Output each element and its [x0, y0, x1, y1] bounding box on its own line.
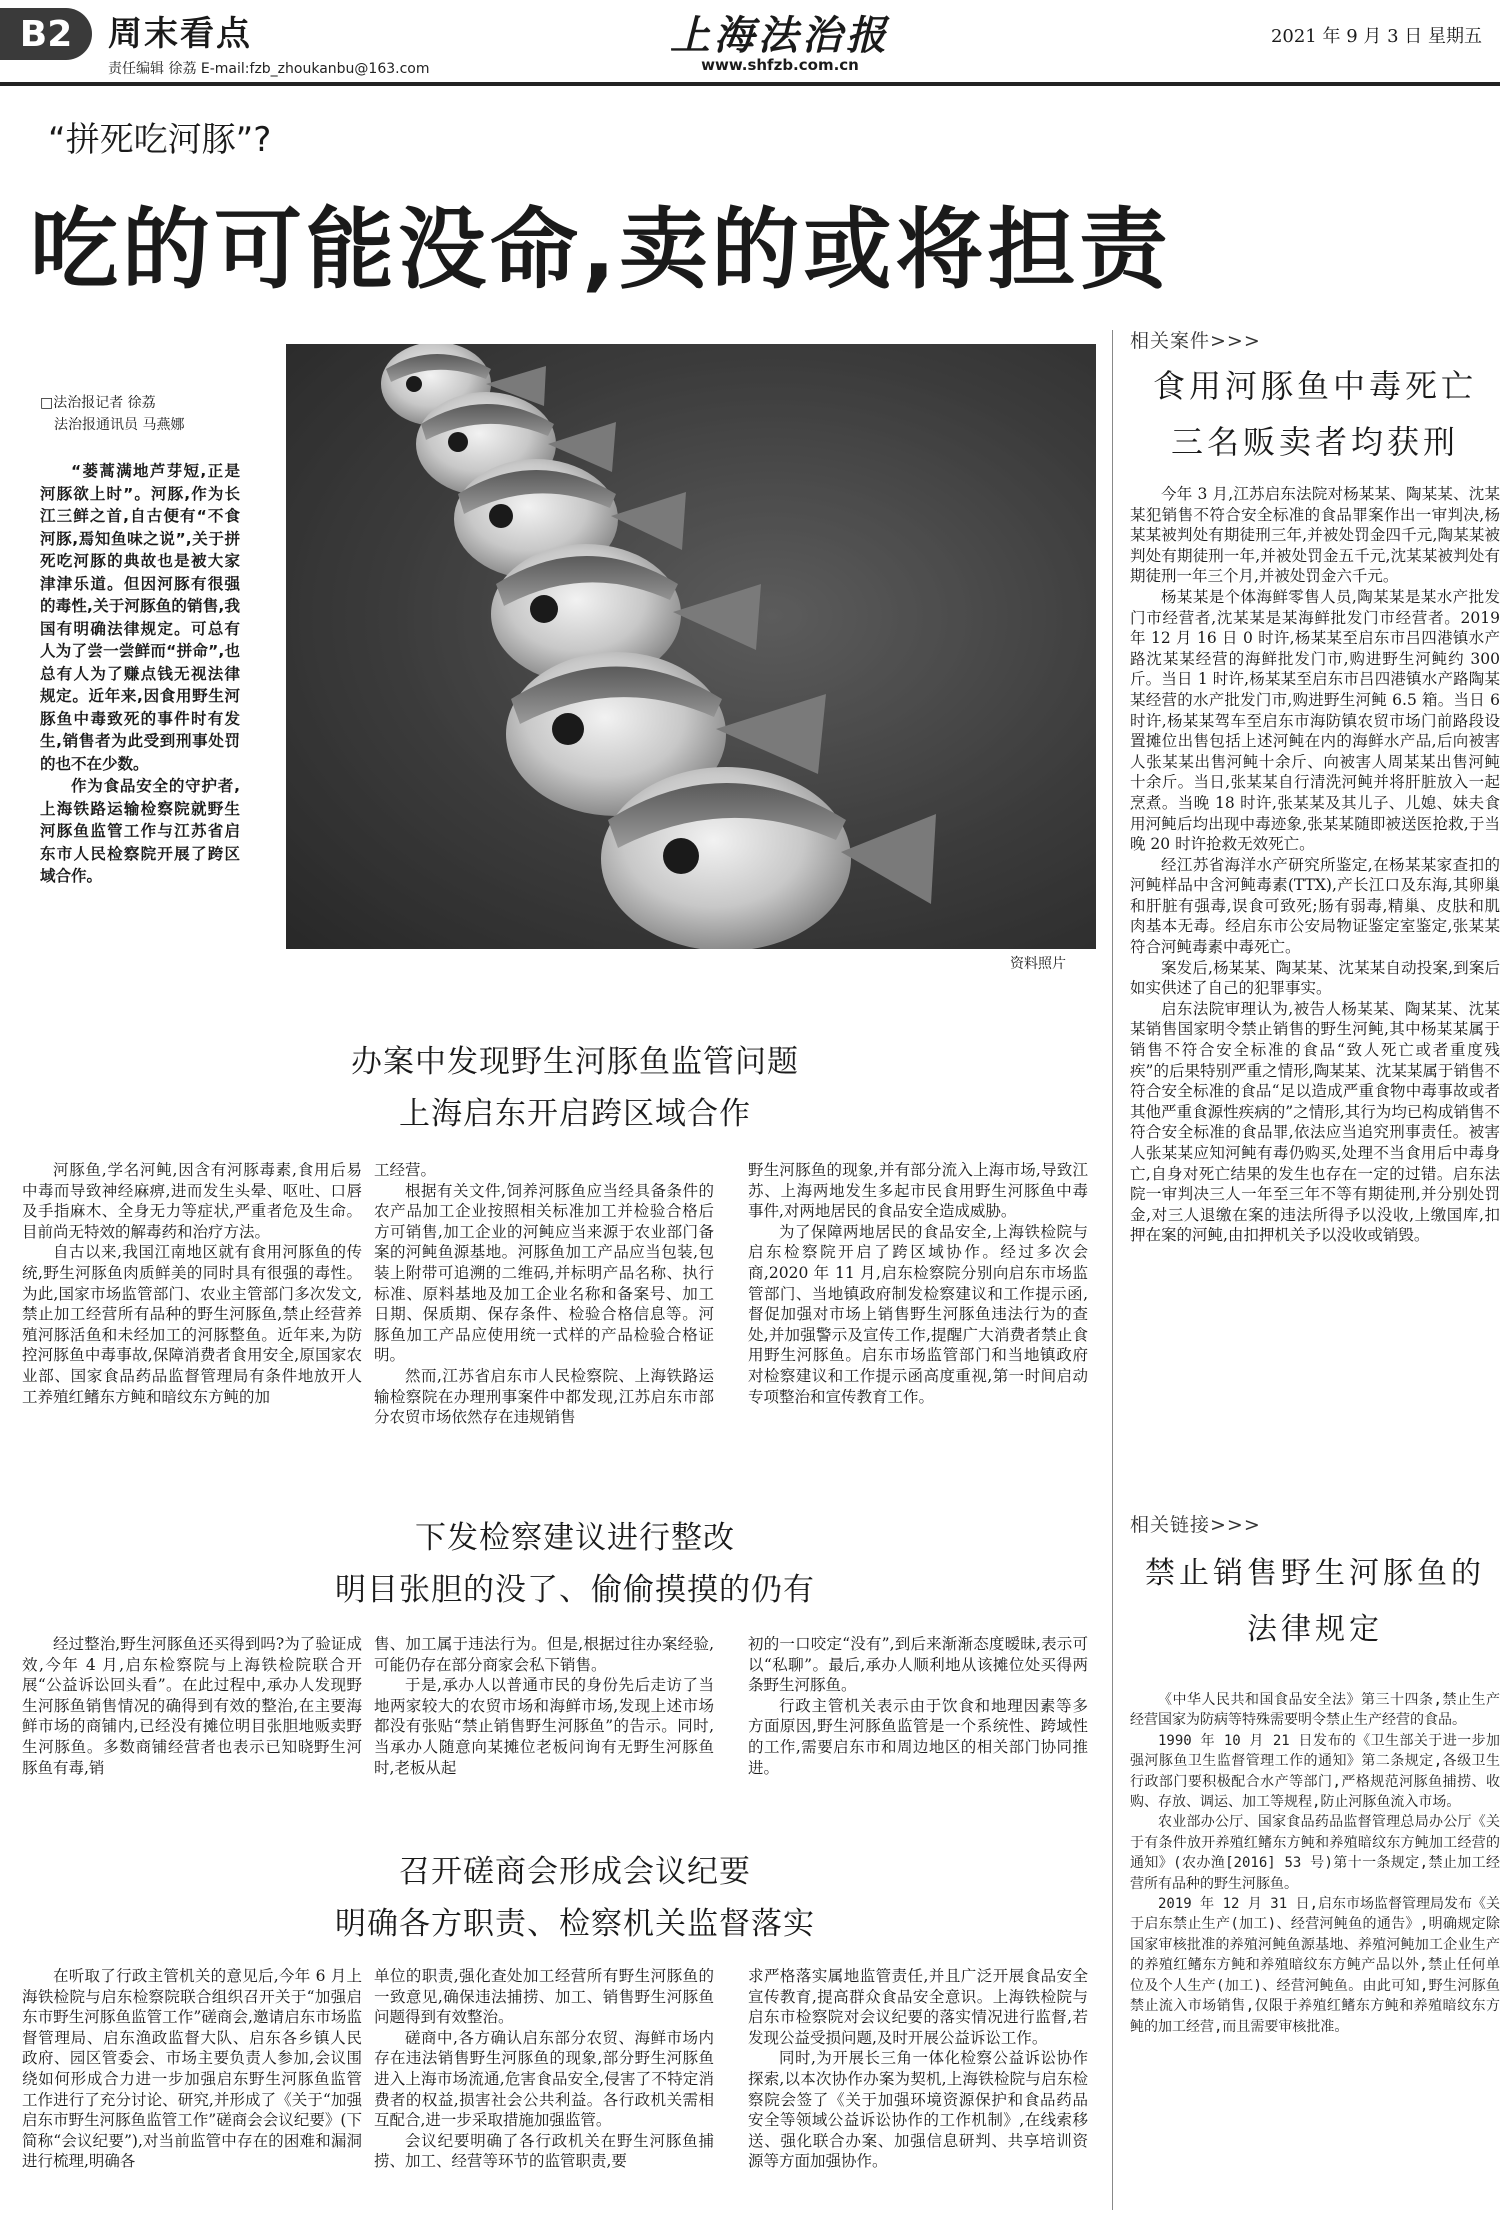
body-paragraph: 经江苏省海洋水产研究所鉴定,在杨某某家查扣的河鲀样品中含河鲀毒素(TTX),产长江口及东海,其卵巢和肝脏有强毒,误食可致死;肠有弱毒,精巢、皮肤和肌肉基本无毒。经启东市公安局物证鉴定室鉴定,张某某符合河鲀毒素中毒死亡。 — [1130, 855, 1500, 957]
body-paragraph: 工经营。 — [374, 1161, 437, 1179]
body-paragraph: 《中华人民共和国食品安全法》第三十四条,禁止生产经营国家为防病等特殊需要明令禁止生产经营的食品。 — [1130, 1692, 1500, 1729]
article-headline: 吃的可能没命,卖的或将担责 — [30, 198, 1172, 301]
body-paragraph: 初的一口咬定“没有”,到后来渐渐态度暧昧,表示可以“私聊”。最后,承办人顺利地从该摊位处买得两条野生河豚鱼。 — [748, 1635, 1088, 1695]
pufferfish-illustration — [286, 344, 1096, 949]
section1-column3 — [748, 1160, 1088, 1407]
section-heading-line: 办案中发现野生河豚鱼监管问题 — [351, 1044, 799, 1080]
body-paragraph: 同时,为开展长三角一体化检察公益诉讼协作探索,以本次协作办案为契机,上海铁检院与启东检察院会签了《关于加强环境资源保护和食品药品安全等领域公益诉讼协作的工作机制》,在线索移送、强化联合办案、加强信息研判、共享培训资源等方面加强协作。 — [748, 2049, 1088, 2171]
byline — [40, 392, 240, 436]
related-case-body — [1130, 484, 1500, 1246]
section1-column2 — [374, 1160, 714, 1428]
section-heading — [150, 1846, 1000, 1950]
section-heading-line: 召开磋商会形成会议纪要 — [399, 1854, 751, 1890]
section-name: 周末看点 — [108, 14, 252, 54]
body-paragraph: 经过整治,野生河豚鱼还买得到吗?为了验证成效,今年 4 月,启东检察院与上海铁检院联合开展“公益诉讼回头看”。在此过程中,承办人发现野生河豚鱼销售情况的确得到有效的整治,在主要海鲜市场的商铺内,已经没有摊位明目张胆地贩卖野生河豚鱼。多数商铺经营者也表示已知晓野生河豚鱼有毒,销 — [22, 1635, 362, 1777]
body-paragraph: 求严格落实属地监管责任,并且广泛开展食品安全宣传教育,提高群众食品安全意识。上海铁检院与启东市检察院对会议纪要的落实情况进行监督,若发现公益受损问题,及时开展公益诉讼工作。 — [748, 1967, 1088, 2047]
body-paragraph: 行政主管机关表示由于饮食和地理因素等多方面原因,野生河豚鱼监管是一个系统性、跨域性的工作,需要启东市和周边地区的相关部门协同推进。 — [748, 1696, 1088, 1777]
body-paragraph: 今年 3 月,江苏启东法院对杨某某、陶某某、沈某某犯销售不符合安全标准的食品罪案作出一审判决,杨某某被判处有期徒刑三年,并被处罚金四千元,陶某某被判处有期徒刑一年,并被处罚金五千元,沈某某被判处有期徒刑一年三个月,并被处罚金六千元。 — [1130, 485, 1500, 586]
body-paragraph: 于是,承办人以普通市民的身份先后走访了当地两家较大的农贸市场和海鲜市场,发现上述市场都没有张贴“禁止销售野生河豚鱼”的告示。同时,当承办人随意向某摊位老板问询有无野生河豚鱼时,老板从起 — [374, 1676, 714, 1777]
section3-column1 — [22, 1966, 362, 2172]
newspaper-url: www.shfzb.com.cn — [701, 56, 859, 74]
body-paragraph: 野生河豚鱼的现象,并有部分流入上海市场,导致江苏、上海两地发生多起市民食用野生河豚鱼中毒事件,对两地居民的食品安全造成威胁。 — [748, 1161, 1088, 1221]
body-paragraph: 杨某某是个体海鲜零售人员,陶某某是某水产批发门市经营者,沈某某是某海鲜批发门市经营者。2019 年 12 月 16 日 0 时许,杨某某至启东市吕四港镇水产路沈某某经营的海鲜批发门市,购进野生河鲀约 300 斤。当日 1 时许,杨某某至启东市吕四港镇水产路陶某某经营的水产批发门市,购进野生河鲀 6.5 箱。当日 6 时许,杨某某驾车至启东市海防镇农贸市场门前路段设置摊位出售包括上述河鲀在内的海鲜水产品,后向被害人张某某出售河鲀十余斤、向被害人周某某出售河鲀十余斤。当日,张某某自行清洗河鲀并将肝脏放入一起烹煮。当晚 18 时许,张某某及其儿子、儿媳、妹夫食用河鲀后均出现中毒迹象,张某某随即被送医抢救,于当晚 20 时许抢救无效死亡。 — [1130, 587, 1500, 854]
body-paragraph: 根据有关文件,饲养河豚鱼应当经具备条件的农产品加工企业按照相关标准加工并检验合格后方可销售,加工企业的河鲀应当来源于农业部门备案的河鲀鱼源基地。河豚鱼加工产品应当包装,包装上附带可追溯的二维码,并标明产品名称、执行标准、原料基地及加工企业名称和备案号、加工日期、保质期、保存条件、检验合格信息等。河豚鱼加工产品应使用统一式样的产品检验合格证明。 — [374, 1181, 714, 1365]
related-link-title — [1130, 1546, 1500, 1658]
section2-column3 — [748, 1634, 1088, 1778]
related-link-title-line: 禁止销售野生河豚鱼的 — [1145, 1556, 1485, 1591]
lead-paragraph: “蒌蒿满地芦芽短,正是河豚欲上时”。河豚,作为长江三鲜之首,自古便有“不食河豚,焉知鱼味之说”,关于拼死吃河豚的典故也是被大家津津乐道。但因河豚有很强的毒性,关于河豚鱼的销售,我国有明确法律规定。可总有人为了尝一尝鲜而“拼命”,也总有人为了赚点钱无视法律规定。近年来,因食用野生河豚鱼中毒致死的事件时有发生,销售者为此受到刑事处罚的也不在少数。 — [40, 462, 240, 773]
body-paragraph: 售、加工属于违法行为。但是,根据过往办案经验,可能仍存在部分商家会私下销售。 — [374, 1635, 714, 1674]
body-paragraph: 自古以来,我国江南地区就有食用河豚鱼的传统,野生河豚鱼肉质鲜美的同时具有很强的毒性。为此,国家市场监管部门、农业主管部门多次发文,禁止加工经营所有品种的野生河豚鱼,禁止经营养殖河豚活鱼和未经加工的河豚整鱼。近年来,为防控河豚鱼中毒事故,保障消费者食用安全,原国家农业部、国家食品药品监督管理局有条件地放开人工养殖红鳍东方鲀和暗纹东方鲀的加 — [22, 1243, 362, 1406]
section-heading-line: 明确各方职责、检察机关监督落实 — [335, 1906, 815, 1942]
related-case-tag: 相关案件>>> — [1130, 330, 1261, 352]
pufferfish-photo — [286, 344, 1096, 949]
section2-column1 — [22, 1634, 362, 1778]
section-heading-line: 下发检察建议进行整改 — [415, 1520, 735, 1556]
issue-date: 2021 年 9 月 3 日 星期五 — [1270, 26, 1482, 47]
section1-column1 — [22, 1160, 362, 1407]
body-paragraph: 会议纪要明确了各行政机关在野生河豚鱼捕捞、加工、经营等环节的监管职责,要 — [374, 2131, 714, 2171]
page-number-badge: B2 — [0, 8, 92, 60]
related-link-tag: 相关链接>>> — [1130, 1514, 1261, 1536]
body-paragraph: 磋商中,各方确认启东部分农贸、海鲜市场内存在违法销售野生河豚鱼的现象,部分野生河豚鱼进入上海市场流通,危害食品安全,侵害了不特定消费者的权益,损害社会公共利益。各行政机关需相互配合,进一步采取措施加强监管。 — [374, 2028, 714, 2130]
related-link-title-line: 法律规定 — [1247, 1612, 1383, 1647]
section-heading-line: 上海启东开启跨区域合作 — [399, 1096, 751, 1132]
section3-column2 — [374, 1966, 714, 2172]
body-paragraph: 2019 年 12 月 31 日,启东市场监督管理局发布《关于启东禁止生产(加工)、经营河鲀鱼的通告》,明确规定除国家审核批准的养殖河鲀鱼源基地、养殖河鲀加工企业生产的养殖红鳍东方鲀和养殖暗纹东方鲀产品以外,禁止任何单位及个人生产(加工)、经营河鲀鱼。由此可知,野生河豚鱼禁止流入市场销售,仅限于养殖红鳍东方鲀和养殖暗纹东方鲀的加工经营,而且需要审核批准。 — [1130, 1896, 1500, 2035]
related-case-title-line: 食用河豚鱼中毒死亡 — [1152, 367, 1477, 405]
related-link-body — [1130, 1690, 1500, 2037]
body-paragraph: 1990 年 10 月 21 日发布的《卫生部关于进一步加强河豚鱼卫生监督管理工作的通知》第二条规定,各级卫生行政部门要积极配合水产等部门,严格规范河豚鱼捕捞、收购、存放、调运、加工等规程,防止河豚鱼流入市场。 — [1130, 1732, 1500, 1811]
section2-column2 — [374, 1634, 714, 1778]
newspaper-logo: 上海法治报 — [670, 12, 890, 59]
body-paragraph: 农业部办公厅、国家食品药品监督管理总局办公厅《关于有条件放开养殖红鳍东方鲀和养殖暗纹东方鲀加工经营的通知》(农办渔[2016] 53 号)第十一条规定,禁止加工经营所有品种的野生河豚鱼。 — [1130, 1814, 1500, 1892]
body-paragraph: 河豚鱼,学名河鲀,因含有河豚毒素,食用后易中毒而导致神经麻痹,进而发生头晕、呕吐、口唇及手指麻木、全身无力等症状,严重者危及生命。目前尚无特效的解毒药和治疗方法。 — [22, 1161, 362, 1241]
article-lead — [40, 460, 240, 888]
lead-paragraph: 作为食品安全的守护者,上海铁路运输检察院就野生河豚鱼监管工作与江苏省启东市人民检察院开展了跨区域合作。 — [40, 777, 240, 885]
body-paragraph: 在听取了行政主管机关的意见后,今年 6 月上海铁检院与启东检察院联合组织召开关于“加强启东市野生河豚鱼监管工作”磋商会,邀请启东市场监督管理局、启东渔政监督大队、启东各乡镇人民政府、园区管委会、市场主要负责人参加,会议围绕如何形成合力进一步加强启东野生河豚鱼监管工作进行了充分讨论、研究,并形成了《关于“加强启东市野生河豚鱼监管工作”磋商会会议纪要》(下简称“会议纪要”),对当前监管中存在的困难和漏洞进行梳理,明确各 — [22, 1967, 362, 2171]
editor-line: 责任编辑 徐荔 E-mail:fzb_zhoukanbu@163.com — [108, 61, 430, 77]
body-paragraph: 单位的职责,强化查处加工经营所有野生河豚鱼的一致意见,确保违法捕捞、加工、销售野生河豚鱼问题得到有效整治。 — [374, 1967, 714, 2027]
body-paragraph: 案发后,杨某某、陶某某、沈某某自动投案,到案后如实供述了自己的犯罪事实。 — [1130, 958, 1500, 998]
body-paragraph: 为了保障两地居民的食品安全,上海铁检院与启东检察院开启了跨区域协作。经过多次会商,2020 年 11 月,启东检察院分别向启东市场监管部门、当地镇政府制发检察建议和工作提示函,督促加强对市场上销售野生河豚鱼违法行为的查处,并加强警示及宣传工作,提醒广大消费者禁止食用野生河豚鱼。启东市场监管部门和当地镇政府对检察建议和工作提示函高度重视,第一时间启动专项整治和宣传教育工作。 — [748, 1222, 1088, 1406]
column-divider — [1112, 330, 1113, 2210]
article-kicker: “拼死吃河豚”? — [48, 120, 272, 160]
section-heading — [150, 1036, 1000, 1140]
photo-credit: 资料照片 — [1010, 956, 1066, 972]
body-paragraph: 启东法院审理认为,被告人杨某某、陶某某、沈某某销售国家明令禁止销售的野生河鲀,其中杨某某属于销售不符合安全标准的食品“致人死亡或者重度残疾”的后果特别严重之情形,陶某某、沈某某属于销售不符合安全标准的食品“足以造成严重食物中毒事故或者其他严重食源性疾病的”之情形,其行为均已构成销售不符合安全标准的食品罪,依法应当追究刑事责任。被害人张某某应知河鲀有毒仍购买,处理不当食用后中毒身亡,自身对死亡结果的发生也存在一定的过错。启东法院一审判决三人一年至三年不等有期徒刑,并分别处罚金,对三人退缴在案的违法所得予以没收,上缴国库,扣押在案的河鲀,由扣押机关予以没收或销毁。 — [1130, 999, 1500, 1245]
section3-column3 — [748, 1966, 1088, 2172]
body-paragraph: 然而,江苏省启东市人民检察院、上海铁路运输检察院在办理刑事案件中都发现,江苏启东市部分农贸市场依然存在违规销售 — [374, 1366, 714, 1427]
section-heading-line: 明目张胆的没了、偷偷摸摸的仍有 — [335, 1572, 815, 1608]
byline-correspondent: 法治报通讯员 马燕娜 — [54, 417, 185, 433]
byline-reporter: □法治报记者 徐荔 — [40, 395, 156, 411]
header-rule — [0, 82, 1500, 86]
related-case-title-line: 三名贩卖者均获刑 — [1170, 423, 1459, 461]
related-case-title — [1130, 358, 1500, 470]
section-heading — [150, 1512, 1000, 1616]
